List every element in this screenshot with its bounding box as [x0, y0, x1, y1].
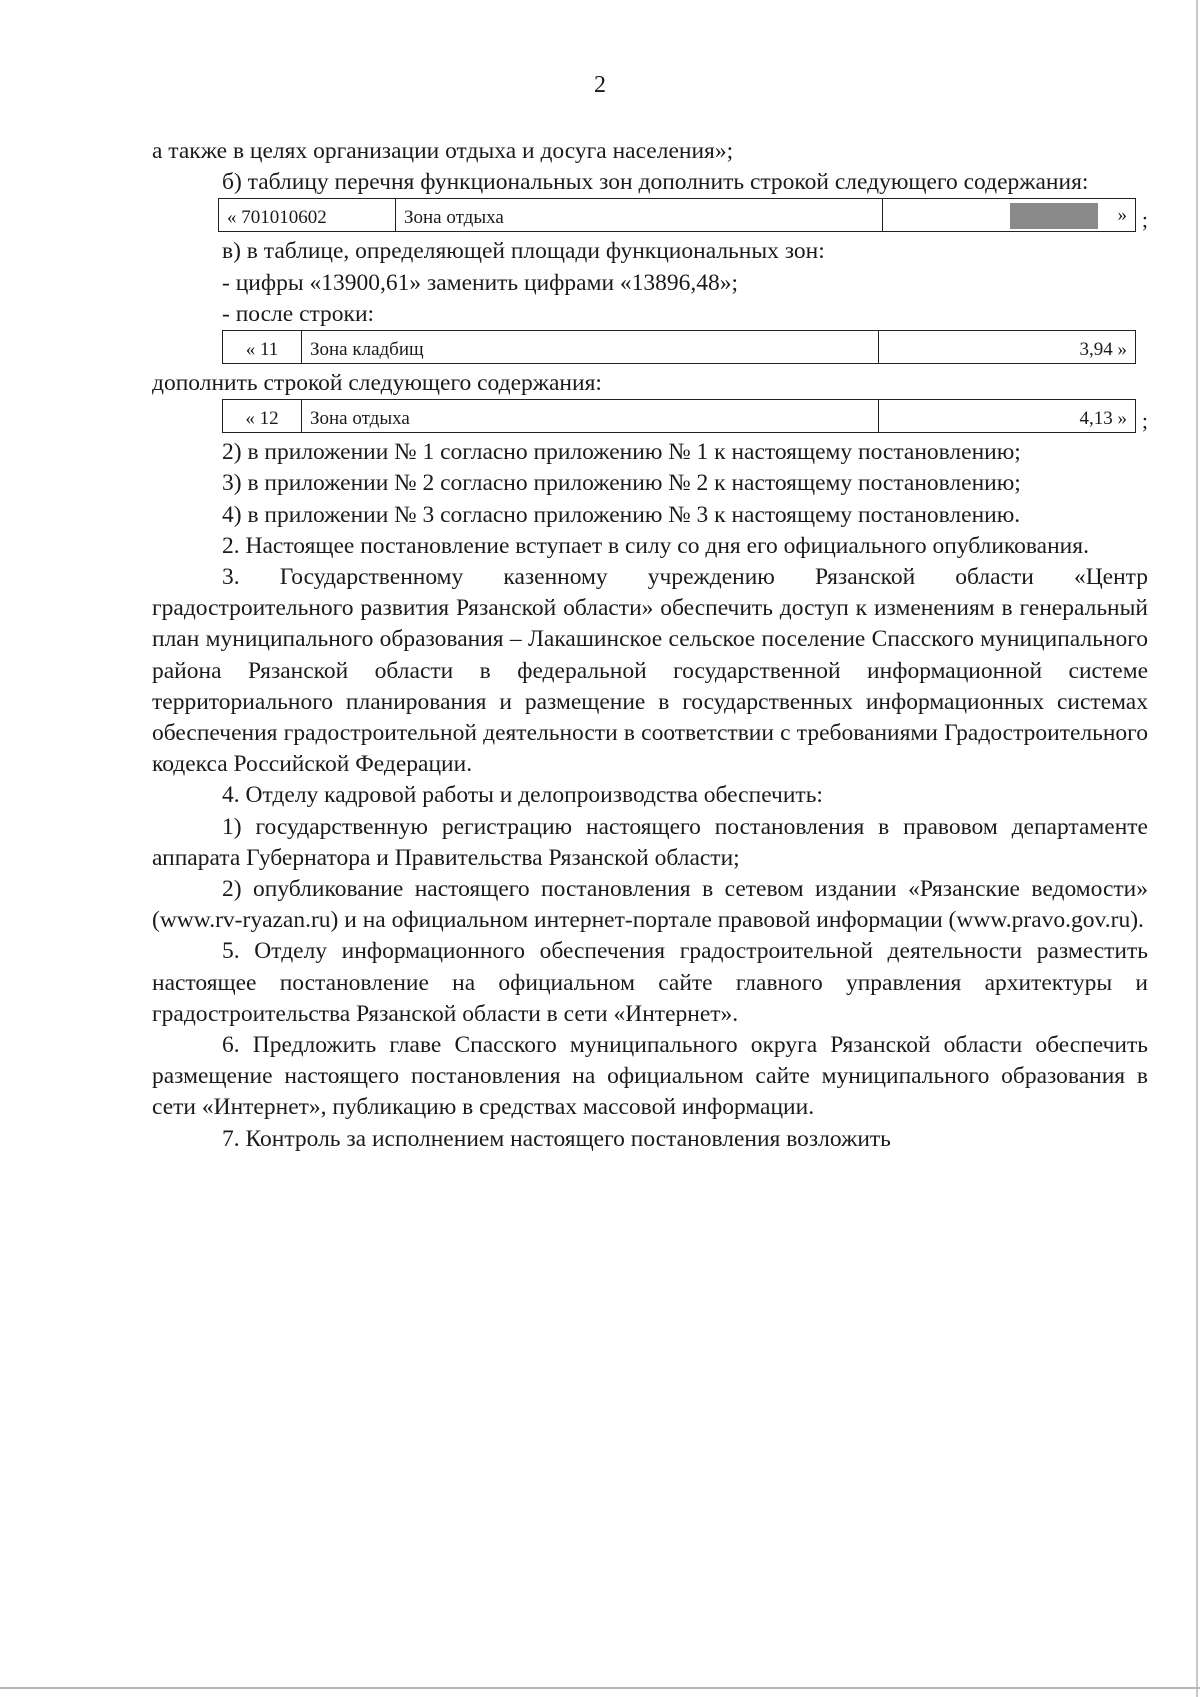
- table-row: [223, 400, 1136, 433]
- paragraph: 1) государственную регистрацию настоящего постановления в правовом департаменте аппарата Губернатора и Правительства Рязанской области;: [152, 813, 1148, 871]
- table-row: [219, 199, 1136, 232]
- page-bottom-edge: [0, 1687, 1200, 1689]
- zone-code-cell: « 701010602: [219, 199, 396, 232]
- zone-name-cell: Зона отдыха: [396, 199, 883, 232]
- paragraph: 2. Настоящее постановление вступает в силу со дня его официального опубликования.: [222, 532, 1089, 559]
- rest-table-wrap: [152, 399, 1148, 437]
- paragraph: 3) в приложении № 2 согласно приложению № 2 к настоящему постановлению;: [222, 470, 1021, 497]
- paragraph: 4) в приложении № 3 согласно приложению № 3 к настоящему постановлению.: [222, 501, 1021, 528]
- paragraph: 7. Контроль за исполнением настоящего постановления возложить: [222, 1125, 891, 1152]
- paragraph: дополнить строкой следующего содержания:: [152, 370, 602, 397]
- paragraph: - после строки:: [222, 300, 375, 327]
- row-number-cell: « 11: [223, 331, 302, 364]
- cemetery-table: [222, 330, 1136, 364]
- document-body: [152, 136, 1148, 1155]
- paragraph: 3. Государственному казенному учреждению Рязанской области «Центр градостроительного развития Рязанской области» обеспечить доступ к изменениям в генеральный план муниципального образования – Лакашинское сельское поселение Спасского муниципального района Рязанской области в федеральной государственной информационной системе территориального планирования и размещение в государственных информационных системах обеспечения градостроительной деятельности в соответствии с требованиями Градостроительного кодекса Российской Федерации.: [152, 564, 1148, 778]
- zone-table-wrap: [152, 198, 1148, 236]
- paragraph: 6. Предложить главе Спасского муниципального округа Рязанской области обеспечить размещение настоящего постановления на официальном сайте муниципального образования в сети «Интернет», публикацию в средствах массовой информации.: [152, 1032, 1148, 1121]
- paragraph: а также в целях организации отдыха и досуга населения»;: [152, 138, 734, 164]
- row-semicolon: ;: [1141, 207, 1148, 233]
- zone-table: [218, 198, 1136, 232]
- paragraph: 2) опубликование настоящего постановления в сетевом издании «Рязанские ведомости» (www.rv-ryazan.ru) и на официальном интернет-портале правовой информации (www.pravo.gov.ru).: [152, 876, 1148, 934]
- row-number-cell: « 12: [223, 400, 302, 433]
- zone-area-cell: 3,94 »: [879, 331, 1136, 364]
- page-number: 2: [594, 72, 606, 98]
- paragraph: в) в таблице, определяющей площади функциональных зон:: [222, 238, 825, 265]
- redacted-value: [1010, 203, 1098, 229]
- rest-table: [222, 399, 1136, 433]
- row-semicolon: ;: [1141, 408, 1148, 434]
- zone-name-cell: Зона отдыха: [302, 400, 879, 433]
- zone-area-cell: 4,13 »: [879, 400, 1136, 433]
- zone-area-cell: [883, 199, 1136, 232]
- paragraph: 2) в приложении № 1 согласно приложению № 1 к настоящему постановлению;: [222, 439, 1021, 466]
- paragraph: 4. Отделу кадровой работы и делопроизводства обеспечить:: [222, 782, 823, 809]
- closing-quote: »: [1117, 204, 1127, 226]
- paragraph: б) таблицу перечня функциональных зон дополнить строкой следующего содержания:: [222, 169, 1089, 196]
- cemetery-table-wrap: [152, 330, 1148, 368]
- page-edge: [1196, 0, 1198, 1697]
- zone-name-cell: Зона кладбищ: [302, 331, 879, 364]
- paragraph: - цифры «13900,61» заменить цифрами «13896,48»;: [222, 269, 739, 296]
- paragraph: 5. Отделу информационного обеспечения градостроительной деятельности разместить настоящее постановление на официальном сайте главного управления архитектуры и градостроительства Рязанской области в сети «Интернет».: [152, 938, 1148, 1027]
- table-row: [223, 331, 1136, 364]
